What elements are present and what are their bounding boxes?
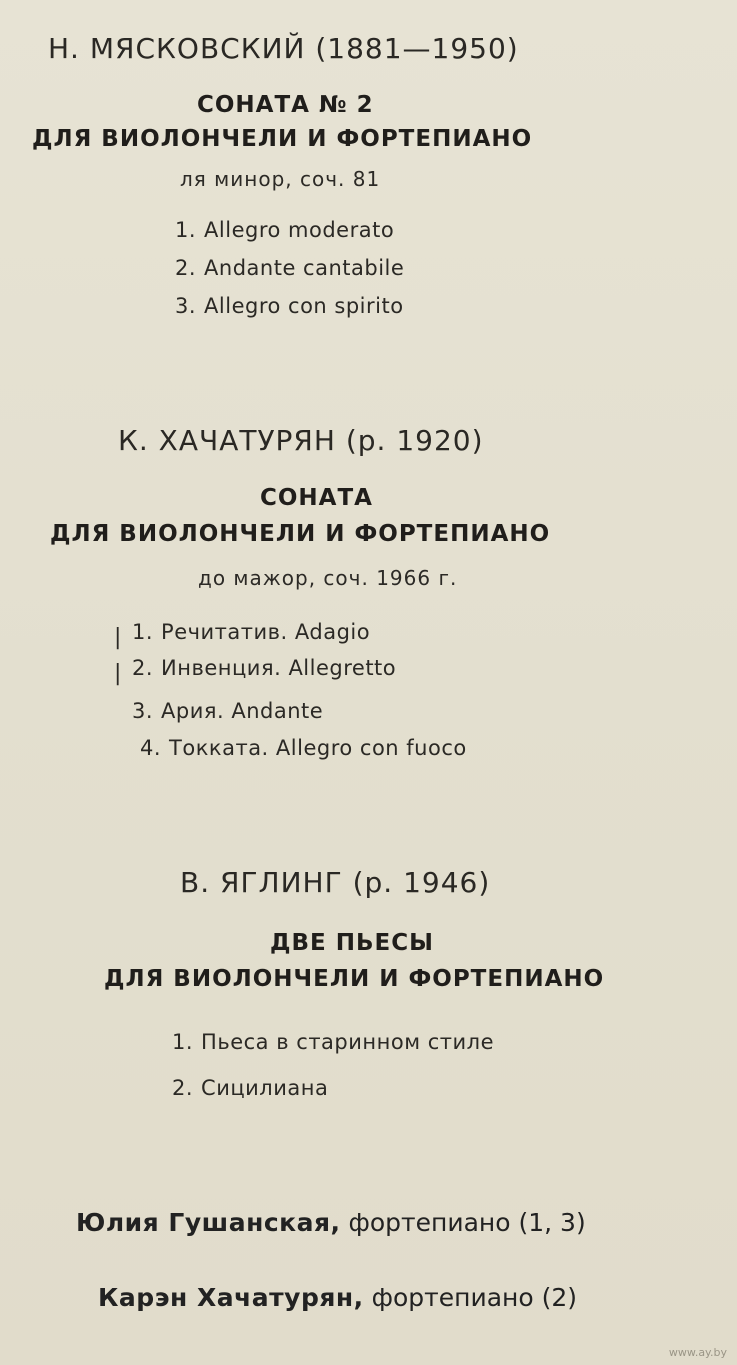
work-title: СОНАТА — [260, 485, 373, 511]
performer-role: фортепиано (1, 3) — [348, 1208, 586, 1237]
work-title: ДВЕ ПЬЕСЫ — [270, 930, 434, 956]
movement-title: Ария. Andante — [161, 699, 324, 723]
movement-item — [132, 699, 323, 723]
performer-role: фортепиано (2) — [371, 1283, 578, 1312]
movement-item — [172, 1030, 494, 1054]
watermark: www.ay.by — [668, 1346, 727, 1359]
movement-item — [172, 1076, 328, 1100]
work-title: СОНАТА № 2 — [197, 92, 374, 118]
composer-name: В. ЯГЛИНГ (р. 1946) — [180, 866, 491, 899]
movement-title: Сицилиана — [201, 1076, 329, 1100]
movement-item — [175, 256, 404, 280]
movement-number: 2. — [132, 656, 154, 680]
movement-number: 2. — [175, 256, 197, 280]
performer-name: Карэн Хачатурян, — [98, 1283, 364, 1312]
movement-item — [140, 736, 467, 760]
movement-title: Пьеса в старинном стиле — [201, 1030, 494, 1054]
movement-number: 1. — [172, 1030, 194, 1054]
composer-name: К. ХАЧАТУРЯН (р. 1920) — [118, 424, 484, 457]
movement-title: Allegro moderato — [204, 218, 395, 242]
composer-name: Н. МЯСКОВСКИЙ (1881—1950) — [48, 32, 519, 65]
work-key-opus: ля минор, соч. 81 — [180, 167, 381, 191]
movement-number: 2. — [172, 1076, 194, 1100]
work-instrumentation: ДЛЯ ВИОЛОНЧЕЛИ И ФОРТЕПИАНО — [104, 966, 605, 992]
movement-title: Инвенция. Allegretto — [161, 656, 397, 680]
movement-item — [132, 620, 370, 644]
movement-group-brace: | | — [114, 625, 122, 686]
movement-item — [175, 218, 394, 242]
work-instrumentation: ДЛЯ ВИОЛОНЧЕЛИ И ФОРТЕПИАНО — [32, 126, 533, 152]
work-key-opus: до мажор, соч. 1966 г. — [198, 566, 458, 590]
performer-credit — [98, 1283, 577, 1312]
movement-number: 3. — [132, 699, 154, 723]
movement-title: Allegro con spirito — [204, 294, 404, 318]
performer-credit — [76, 1208, 586, 1237]
movement-number: 4. — [140, 736, 162, 760]
movement-number: 3. — [175, 294, 197, 318]
movement-number: 1. — [175, 218, 197, 242]
movement-title: Andante cantabile — [204, 256, 405, 280]
performer-name: Юлия Гушанская, — [76, 1208, 341, 1237]
movement-number: 1. — [132, 620, 154, 644]
work-instrumentation: ДЛЯ ВИОЛОНЧЕЛИ И ФОРТЕПИАНО — [50, 521, 551, 547]
movement-item — [175, 294, 404, 318]
movement-item — [132, 656, 396, 680]
movement-title: Токката. Allegro con fuoco — [169, 736, 467, 760]
movement-title: Речитатив. Adagio — [161, 620, 371, 644]
